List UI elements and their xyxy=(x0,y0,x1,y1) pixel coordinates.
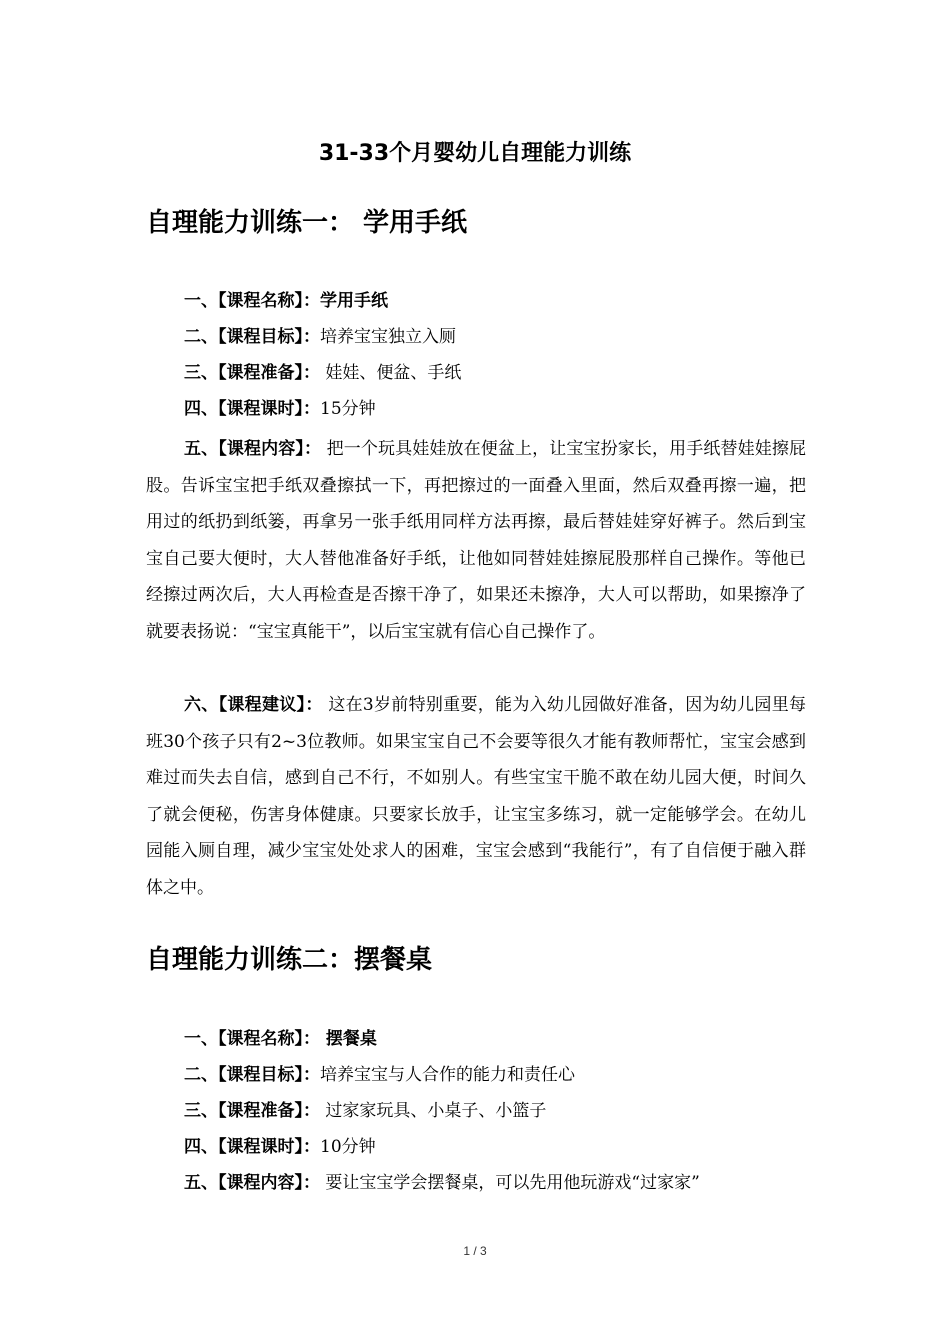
paragraph-text: 这在3岁前特别重要，能为入幼儿园做好准备，因为幼儿园里每班30个孩子只有2~3位教师。如果宝宝自己不会要等很久才能有教师帮忙，宝宝会感到难过而失去自信，感到自己不行，不如别人。有些宝宝干脆不敢在幼儿园大便，时间久了就会便秘，伤害身体健康。只要家长放手，让宝宝多练习，就一定能够学会。在幼儿园能入厕自理，减少宝宝处处求人的困难，宝宝会感到“我能行”，有了自信便于融入群体之中。 xyxy=(146,695,807,898)
item-label: 三、【课程准备】： xyxy=(184,363,320,383)
item-label: 三、【课程准备】： xyxy=(184,1101,320,1121)
section-heading-1: 自理能力训练一： 学用手纸 xyxy=(146,208,468,238)
section-heading-2: 自理能力训练二：摆餐桌 xyxy=(146,945,433,975)
course-duration-item xyxy=(184,396,376,422)
item-value: 过家家玩具、小桌子、小篮子 xyxy=(320,1101,547,1121)
item-label: 一、【课程名称】： xyxy=(184,1029,320,1049)
item-label: 一、【课程名称】： xyxy=(184,291,320,311)
item-value: 学用手纸 xyxy=(320,291,388,311)
paragraph-label: 六、【课程建议】： xyxy=(184,695,323,715)
paragraph-text: 把一个玩具娃娃放在便盆上，让宝宝扮家长，用手纸替娃娃擦屁股。告诉宝宝把手纸双叠擦拭一下，再把擦过的一面叠入里面，然后双叠再擦一遍，把用过的纸扔到纸篓，再拿另一张手纸用同样方法再擦，最后替娃娃穿好裤子。然后到宝宝自己要大便时，大人替他准备好手纸，让他如同替娃娃擦屁股那样自己操作。等他已经擦过两次后，大人再检查是否擦干净了，如果还未擦净，大人可以帮助，如果擦净了就要表扬说：“宝宝真能干”，以后宝宝就有信心自己操作了。 xyxy=(146,439,807,642)
document-title: 31-33个月婴幼儿自理能力训练 xyxy=(318,141,632,166)
item-label: 二、【课程目标】： xyxy=(184,327,320,347)
item-value: 摆餐桌 xyxy=(320,1029,377,1049)
item-label: 四、【课程课时】： xyxy=(184,1137,320,1157)
course-name-item xyxy=(184,288,388,314)
item-label: 四、【课程课时】： xyxy=(184,399,320,419)
item-label: 二、【课程目标】： xyxy=(184,1065,320,1085)
course-advice-paragraph xyxy=(146,687,806,906)
course-goal-item xyxy=(184,324,456,350)
course-prep-item xyxy=(184,1098,546,1124)
course-name-item xyxy=(184,1026,377,1052)
item-value: 要让宝宝学会摆餐桌，可以先用他玩游戏“过家家” xyxy=(320,1173,700,1193)
course-prep-item xyxy=(184,360,461,386)
course-goal-item xyxy=(184,1062,575,1088)
course-content-item xyxy=(184,1170,700,1196)
item-label: 五、【课程内容】： xyxy=(184,1173,320,1193)
item-value: 15分钟 xyxy=(320,399,376,419)
paragraph-label: 五、【课程内容】： xyxy=(184,439,322,459)
item-value: 培养宝宝独立入厕 xyxy=(320,327,456,347)
course-duration-item xyxy=(184,1134,376,1160)
item-value: 培养宝宝与人合作的能力和责任心 xyxy=(320,1065,575,1085)
course-content-paragraph xyxy=(146,431,806,650)
item-value: 娃娃、便盆、手纸 xyxy=(320,363,462,383)
page-number: 1 / 3 xyxy=(463,1244,487,1258)
item-value: 10分钟 xyxy=(320,1137,376,1157)
